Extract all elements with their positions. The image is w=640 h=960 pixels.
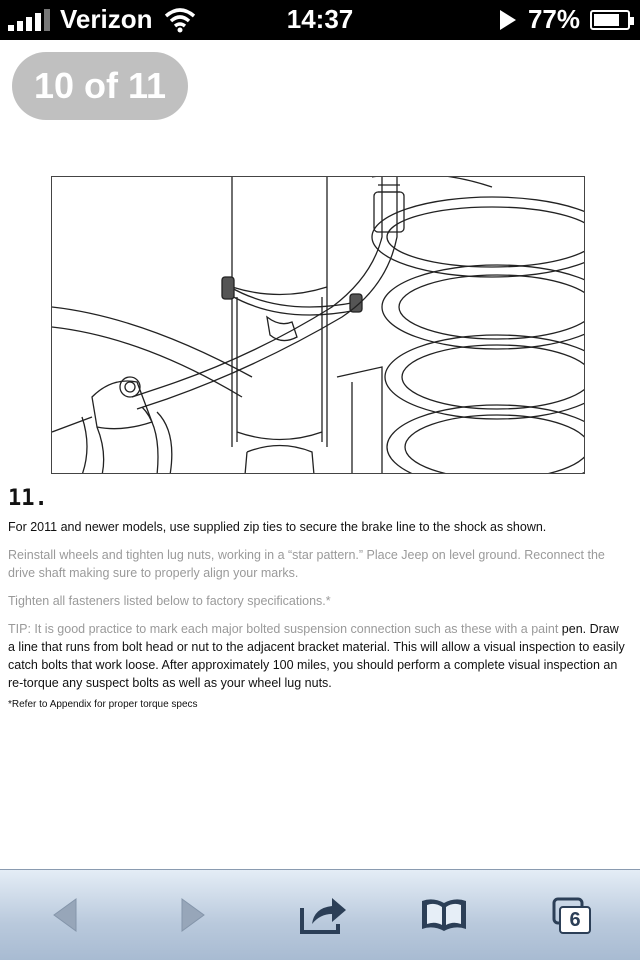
bookmarks-button[interactable]: [414, 892, 474, 938]
bookmarks-icon: [418, 895, 470, 935]
tip-heading: TIP: It is good practice to mark each major bolted suspension connection such as these with a paint: [8, 622, 559, 636]
torque-footnote: *Refer to Appendix for proper torque specs: [8, 699, 198, 710]
carrier-name: Verizon: [60, 4, 153, 34]
browser-toolbar: [0, 869, 640, 960]
battery-icon: [590, 10, 630, 30]
clock: 14:37: [286, 4, 354, 34]
page-indicator: 10 of 11: [12, 52, 188, 120]
back-button[interactable]: [36, 892, 96, 938]
tip-paragraph: [8, 620, 628, 692]
play-icon: [498, 8, 518, 32]
battery-percent: 77%: [527, 4, 580, 34]
tab-count-badge[interactable]: 6: [559, 906, 591, 934]
instruction-content: [8, 486, 628, 712]
illustration-drawing: [52, 177, 585, 474]
reinstall-paragraph: Reinstall wheels and tighten lug nuts, working in a “star pattern.” Place Jeep on level ground. Reconnect the drive shaft making sure to properly align your marks.: [8, 548, 605, 580]
tip-body: pen. Draw a line that runs from bolt head or nut to the adjacent bracket material. This will allow a visual inspection to easily catch bolts that work loose. After approximately 100 miles, you should perform a complete visual inspection an re-torque any suspect bolts as well as your wheel lug nuts.: [8, 622, 625, 690]
back-arrow-icon: [46, 895, 86, 935]
forward-button[interactable]: [162, 892, 222, 938]
share-button[interactable]: [294, 892, 354, 938]
forward-arrow-icon: [172, 895, 212, 935]
status-bar: [0, 0, 640, 40]
brake-line-illustration: [51, 176, 585, 474]
tighten-paragraph: Tighten all fasteners listed below to factory specifications.*: [8, 594, 331, 608]
step-number: 11.: [8, 486, 48, 511]
share-icon: [298, 894, 350, 936]
step-instruction: For 2011 and newer models, use supplied zip ties to secure the brake line to the shock as shown.: [8, 520, 547, 534]
